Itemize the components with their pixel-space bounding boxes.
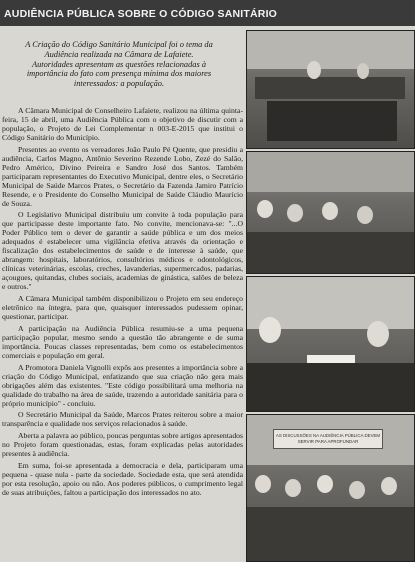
article-lead: A Criação do Código Sanitário Municipal foi o tema da Audiência realizada na Câmara de Lafaiete. Autoridades apresentam as questões relacionadas à importância do fato com presença mínima dos maiores interessados: a população. (25, 40, 213, 89)
article-body (2, 107, 243, 498)
paragraph: Em suma, foi-se apresentada a democracia e dela, participaram uma pequena - quase nula - parte da sociedade. Sociedade esta, que será atendida por esta resolução, apoio ou não. Aos poderes públicos, o cumprimento legal de suas atribuições, faltou a participação dos interessados no ato. (2, 461, 243, 498)
audience-banner: AS DISCUSSÕES NA AUDIÊNCIA PÚBLICA DEVEM SERVIR PARA APROFUNDAR (273, 429, 383, 449)
photo-audience-banner (246, 414, 415, 562)
paragraph: O Secretário Municipal da Saúde, Marcos Prates reiterou sobre a maior transparência e qualidade nos serviços relacionados à saúde. (2, 410, 243, 429)
article-column (2, 32, 243, 558)
paragraph: A Promotora Daniela Vignolli expôs aos presentes a importância sobre a criação do Código Municipal, enfatizando que sua criação não gera mais obrigações além das existentes. "Este código possibilitará uma melhoria na qualidade do trabalho na área de saúde, trazendo a autoridade sanitária para o próprio município" - concluiu. (2, 362, 243, 408)
photo-audience-seated (246, 151, 415, 274)
paragraph: O Legislativo Municipal distribuiu um convite à toda população para que participasse deste importante fato. No convite, mencionava-se: "...O Poder Público tem o dever de garantir a saúde pública e um dos meios adequados é estabelecer uma vigilância efetiva através da orientação e fiscalização dos estabelecimentos de saúde e de interesse à saúde, que abrangem: hospitais, laboratórios, consultórios médicos e odontológicos, clínicas veterinárias, escolas, creches, lavanderias, supermercados, padarias, açougues, quitandas, clubes sociais, academias de ginástica, salões de beleza e outros." (2, 210, 243, 292)
article-title: AUDIÊNCIA PÚBLICA SOBRE O CÓDIGO SANITÁRIO (4, 8, 278, 20)
paragraph: Aberta a palavra ao público, poucas perguntas sobre artigos apresentados no Projeto foram questionadas, estas, foram explicadas pelas autoridades presentes à audiência. (2, 431, 243, 459)
photo-council-chamber (246, 30, 415, 149)
photo-speaker-table (246, 276, 415, 412)
paragraph: A Câmara Municipal de Conselheiro Lafaiete, realizou na última quinta-feira, 15 de abril, uma Audiência Pública com o objetivo de discutir com a população, o Projeto de Lei Complementar n 003-E-2015 que institui o Código Sanitário do Município. (2, 105, 243, 142)
paragraph: A Câmara Municipal também disponibilizou o Projeto em seu endereço eletrônico na íntegra, para que, quaisquer interessados pudessem opinar, questionar, participar. (2, 294, 243, 321)
header-bar (0, 0, 415, 26)
paragraph: A participação na Audiência Pública resumiu-se a uma pequena participação popular, mesmo sendo a questão tão abrangente e de suma importância. Poucas classes representadas, bem como os estabelecimentos comerciais e população em geral. (2, 323, 243, 360)
paragraph: Presentes ao evento os vereadores João Paulo Pé Quente, que presidiu a audiência, Carlos Magno, Antônio Severino Rezende Lobo, Zezé do Salão, Pedro Américo, Divino Peireira e Sandro José dos Santos. Também participaram representantes do Executivo Municipal, dentre eles, o Secretário Municipal de Saúde Marcos Prates, o Secretário da Fazenda Jamiro Patrício Resende, e o Presidente do Conselho Municipal de Saúde Cláudio Maurício de Souza. (2, 144, 243, 208)
photo-column (246, 30, 413, 560)
